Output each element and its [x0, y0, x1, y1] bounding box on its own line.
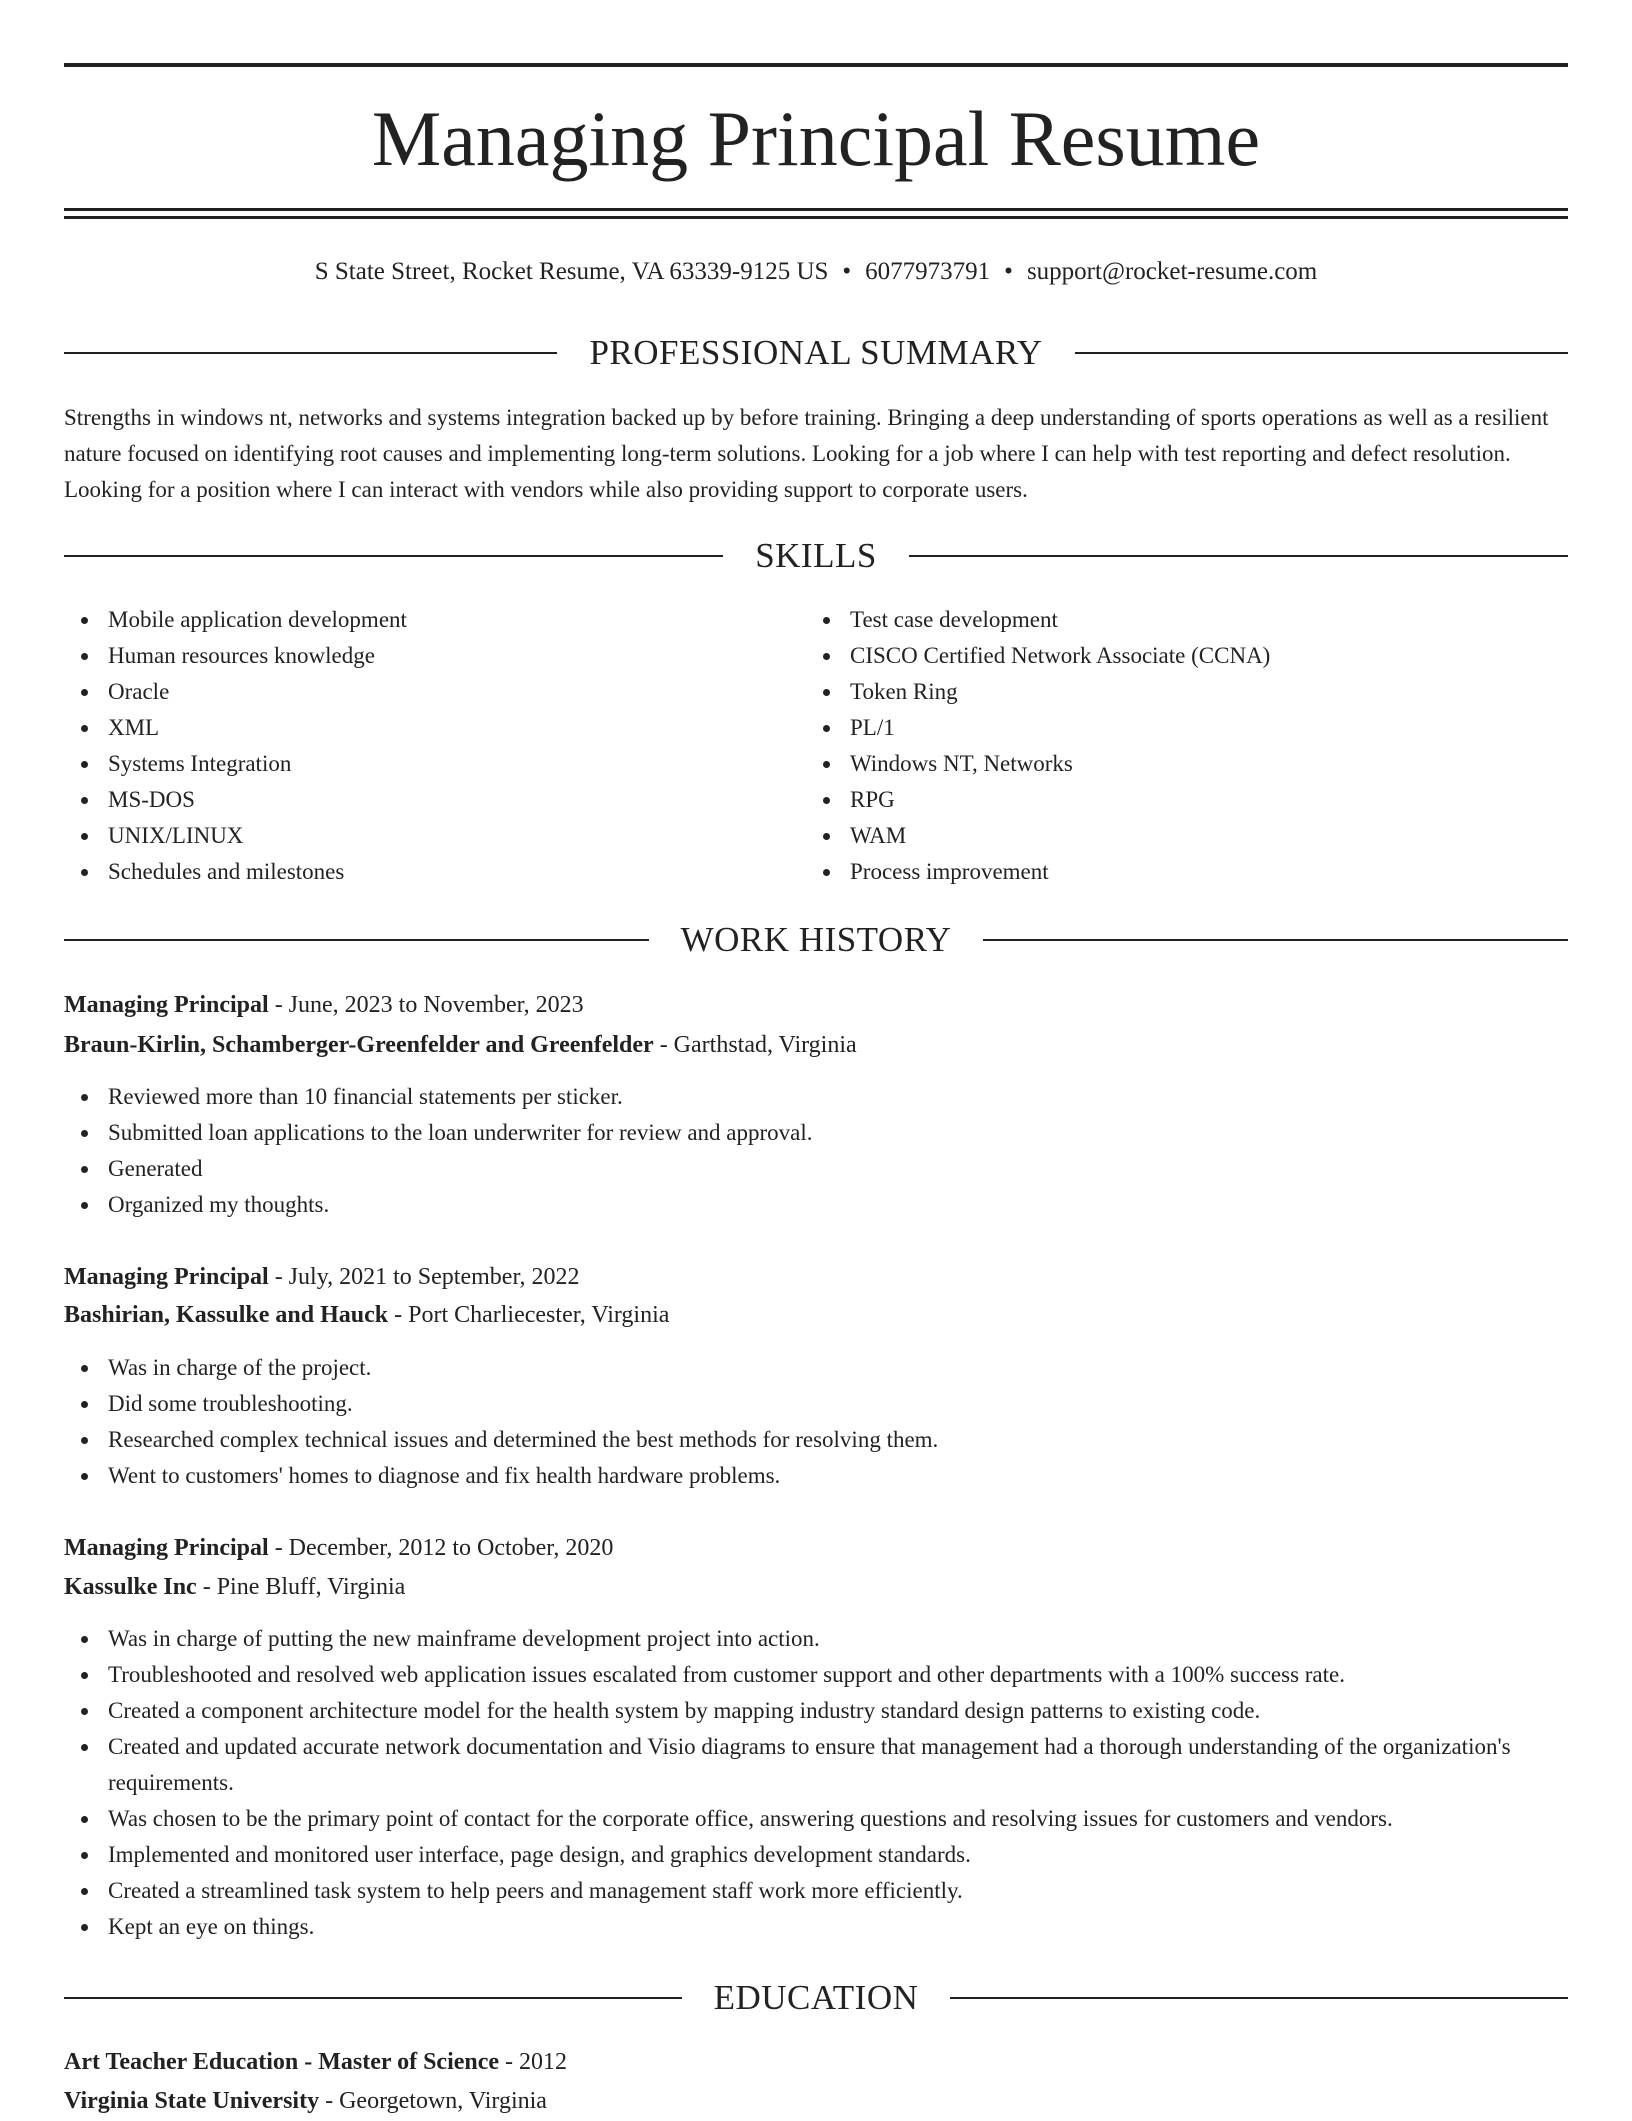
job-duties-list	[64, 1079, 1568, 1223]
skill-item: XML	[64, 710, 764, 746]
education-heading: EDUCATION	[713, 1978, 919, 2017]
contact-address: S State Street, Rocket Resume, VA 63339-9125 US	[314, 258, 829, 285]
skill-item: Token Ring	[806, 674, 1566, 710]
skill-item: PL/1	[806, 710, 1566, 746]
job-company-line	[64, 1025, 1568, 1065]
job-duty: Went to customers' homes to diagnose and fix health hardware problems.	[64, 1458, 1568, 1494]
summary-text: Strengths in windows nt, networks and systems integration backed up by before training. Bringing a deep understanding of sports operations as well as a resilient nature focused on identifying root causes and implementing long-term solutions. Looking for a job where I can help with test reporting and defect resolution. Looking for a position where I can interact with vendors while also providing support to corporate users.	[64, 405, 1549, 502]
job-company-line	[64, 1295, 1568, 1335]
job-title: Managing Principal	[64, 992, 269, 1018]
skill-item: Process improvement	[806, 854, 1566, 890]
education-school-line	[64, 2081, 1568, 2121]
job-duty: Created a streamlined task system to help peers and management staff work more efficiently.	[64, 1873, 1568, 1909]
heading-rule-right	[1075, 352, 1568, 354]
job-company-line	[64, 1567, 1568, 1607]
job-location: - Port Charliecester, Virginia	[388, 1302, 670, 1328]
job-location: - Pine Bluff, Virginia	[196, 1574, 406, 1600]
skill-item: CISCO Certified Network Associate (CCNA)	[806, 638, 1566, 674]
job-duties-list	[64, 1350, 1568, 1494]
job-location: - Garthstad, Virginia	[653, 1032, 857, 1058]
heading-rule-right	[983, 939, 1568, 941]
summary-heading: PROFESSIONAL SUMMARY	[589, 333, 1043, 372]
heading-rule-right	[950, 1997, 1568, 1999]
skill-item: Schedules and milestones	[64, 854, 764, 890]
skill-item: MS-DOS	[64, 782, 764, 818]
contact-phone: 6077973791	[865, 258, 991, 285]
job-duty: Was chosen to be the primary point of contact for the corporate office, answering questions and resolving issues for customers and vendors.	[64, 1801, 1568, 1837]
job-title: Managing Principal	[64, 1535, 269, 1561]
job-duty: Implemented and monitored user interface, page design, and graphics development standards.	[64, 1837, 1568, 1873]
skills-list-left	[64, 602, 764, 890]
skills-heading: SKILLS	[755, 536, 877, 575]
skill-item: Mobile application development	[64, 602, 764, 638]
job-dates: - June, 2023 to November, 2023	[268, 992, 584, 1018]
education-degree-line	[64, 2042, 1568, 2082]
summary-section-heading	[64, 331, 1568, 375]
job-title-line	[64, 1257, 1568, 1297]
work-section-heading	[64, 918, 1568, 962]
job-title-line	[64, 1528, 1568, 1568]
skill-item: Systems Integration	[64, 746, 764, 782]
education-location: - Georgetown, Virginia	[319, 2088, 547, 2114]
job-duties-list	[64, 1621, 1568, 1945]
skill-item: WAM	[806, 818, 1566, 854]
job-duty: Did some troubleshooting.	[64, 1386, 1568, 1422]
title-divider-upper	[64, 208, 1568, 211]
job-duty: Kept an eye on things.	[64, 1909, 1568, 1945]
job-title-line	[64, 985, 1568, 1025]
title-divider-lower	[64, 216, 1568, 219]
job-duty: Created and updated accurate network documentation and Visio diagrams to ensure that management had a thorough understanding of the organization's requirements.	[64, 1729, 1568, 1801]
resume-title: Managing Principal Resume	[371, 95, 1261, 182]
skill-item: Test case development	[806, 602, 1566, 638]
contact-separator: •	[1004, 258, 1013, 285]
job-company: Bashirian, Kassulke and Hauck	[64, 1302, 389, 1328]
heading-rule-left	[64, 555, 723, 557]
job-duty: Troubleshooted and resolved web application issues escalated from customer support and other departments with a 100% success rate.	[64, 1657, 1568, 1693]
job-duty: Organized my thoughts.	[64, 1187, 1568, 1223]
top-divider	[64, 63, 1568, 67]
heading-rule-left	[64, 939, 649, 941]
contact-line	[64, 256, 1568, 288]
contact-email: support@rocket-resume.com	[1026, 258, 1318, 285]
heading-rule-left	[64, 1997, 682, 1999]
job-duty: Reviewed more than 10 financial statements per sticker.	[64, 1079, 1568, 1115]
heading-rule-right	[909, 555, 1568, 557]
skill-item: RPG	[806, 782, 1566, 818]
job-duty: Created a component architecture model for the health system by mapping industry standard design patterns to existing code.	[64, 1693, 1568, 1729]
heading-rule-left	[64, 352, 557, 354]
skills-list-right	[806, 602, 1566, 890]
job-duty: Was in charge of putting the new mainframe development project into action.	[64, 1621, 1568, 1657]
job-title: Managing Principal	[64, 1264, 269, 1290]
skill-item: Windows NT, Networks	[806, 746, 1566, 782]
job-company: Braun-Kirlin, Schamberger-Greenfelder and Greenfelder	[64, 1032, 654, 1058]
skill-item: Oracle	[64, 674, 764, 710]
education-year: - 2012	[499, 2049, 568, 2075]
job-company: Kassulke Inc	[64, 1574, 197, 1600]
job-duty: Submitted loan applications to the loan underwriter for review and approval.	[64, 1115, 1568, 1151]
skill-item: UNIX/LINUX	[64, 818, 764, 854]
skill-item: Human resources knowledge	[64, 638, 764, 674]
job-dates: - July, 2021 to September, 2022	[268, 1264, 580, 1290]
work-heading: WORK HISTORY	[680, 920, 952, 959]
skills-section-heading	[64, 534, 1568, 578]
education-school: Virginia State University	[64, 2088, 320, 2114]
education-section-heading	[64, 1976, 1568, 2020]
job-duty: Generated	[64, 1151, 1568, 1187]
education-degree: Art Teacher Education - Master of Science	[64, 2049, 500, 2075]
job-duty: Researched complex technical issues and determined the best methods for resolving them.	[64, 1422, 1568, 1458]
job-duty: Was in charge of the project.	[64, 1350, 1568, 1386]
contact-separator: •	[842, 258, 852, 285]
job-dates: - December, 2012 to October, 2020	[268, 1535, 614, 1561]
